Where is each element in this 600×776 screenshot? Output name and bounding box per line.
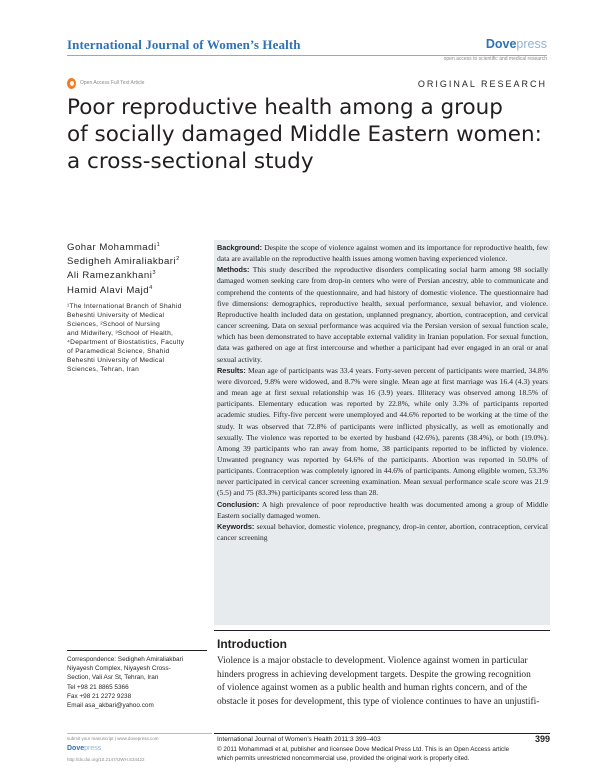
abstract-background: Background: Despite the scope of violence against women and its importance for reproductive health, few data are available on the reproductive health issues among women having experienced violence. xyxy=(217,243,548,264)
author: Sedigheh Amiraliakbari$^2$ xyxy=(67,256,180,268)
dove-main: Dove xyxy=(485,37,517,51)
article-type: ORIGINAL RESEARCH xyxy=(417,79,547,89)
abstract-conclusion: Conclusion: A high prevalence of poor reproductive health was documented among a group of Middle Eastern socially damaged women. xyxy=(217,499,548,520)
open-access-icon xyxy=(67,78,76,89)
abstract-methods: Methods: This study described the reproductive disorders complicating social harm among 98 socially damaged women seeking care from drop-in centers who were of Persian ancestry, able to communicate and comprehend the contents of the questionnaire, and had history of domestic violence. The questionnaire had five dimensions: demographics, reproductive health, sexual performance, sexual behavior, and violence. Reproductive health included data on gestation, unplanned pregnancy, abortion, contraception, and cervical cancer screening. Data on sexual performance was acquired via the Persian version of sexual function scale, which has been demonstrated to have acceptable external validity in Iranian population. For sexual function, data was gathered on age at first intercourse and whether a participant had ever engaged in an oral or anal sexual activity. xyxy=(217,265,548,364)
author: Ali Ramezankhani$^3$ xyxy=(67,270,157,282)
author: Gohar Mohammadi$^1$ xyxy=(67,241,161,253)
dovepress-logo[interactable] xyxy=(486,37,547,51)
author: Hamid Alavi Majd$^4$ xyxy=(67,284,153,296)
author-list xyxy=(67,241,180,298)
affiliations: ¹The International Branch of Shahid Beheshti University of Medical Sciences, ²School of Nursing and Midwifery, ³School of Health, ⁴Department of Biostatistics, Faculty of Paramedical Science, Shahid Beheshti University of Medical Sciences, Tehran, Iran xyxy=(67,303,185,373)
footer-rule-right xyxy=(214,733,550,734)
abstract-keywords: Keywords: sexual behavior, domestic violence, pregnancy, drop-in center, abortion, contraception, cervical cancer screening xyxy=(217,521,548,543)
intro-rule xyxy=(214,630,550,631)
correspondence: Correspondence: Sedigheh Amiraliakbari Niyayesh Complex, Niyayesh Cross- Section, Vali Asr St, Tehran, Iran Tel +98 21 8865 5366 Fax +98 21 2272 9238 Email asa_akbari@yahoo.com xyxy=(67,655,212,710)
title-line: of socially damaged Middle Eastern women: xyxy=(67,122,542,147)
title-line: a cross-sectional study xyxy=(67,149,314,174)
abstract-results: Results: Mean age of participants was 33.4 years. Forty-seven percent of participants were married, 34.8% were divorced, 9.8% were widowed, and 8.7% were single. Mean age at first marriage was 16.4 (4.3) years and mean age at first sexual relationship was 16 (3.9) years. Illiteracy was observed among 18.5% of participants. Elementary education was reported by 22.8%, while only 3.3% of participants reported academic studies. Fifty-five percent were unemployed and 44.6% reported to be working at the time of the study. It was observed that 72.8% of participants were inflicted physically, as well as emotionally and sexually. The violence was reported to be exerted by husband (42.6%), parents (38.4%), or both (19.0%). Among 39 participants who ran away from home, 38 participants reported to be inflicted by violence. Unwanted pregnancy was reported by 64.6% of the participants. Abortion was reported in 50.0% of participants. Contraception was completely ignored in 44.6% of participants. Among eligible women, 53.3% never participated in cervical cancer screening examination. Mean sexual performance scale score was 21.9 (5.5) and 75 (83.3%) participants scored less than 28. xyxy=(217,365,548,498)
dove-press: press xyxy=(516,37,547,51)
intro-body: Violence is a major obstacle to development. Violence against women in particular hinders progress in achieving development targets. Despite the growing recognition of violence against women as a public health and human rights concern, and of the obstacle it poses for development, this type of violence continues to have an unjustifi- xyxy=(217,656,540,707)
page-number: 399 xyxy=(534,734,550,744)
publisher-tagline: open access to scientific and medical research xyxy=(443,56,547,62)
article-title xyxy=(67,94,542,175)
title-line: Poor reproductive health among a group xyxy=(67,95,503,120)
correspondence-email[interactable]: Email asa_akbari@yahoo.com xyxy=(67,702,154,710)
abstract xyxy=(217,242,548,543)
journal-title: International Journal of Women’s Health xyxy=(67,37,301,52)
footer-rule-left xyxy=(67,733,212,734)
intro-heading: Introduction xyxy=(217,637,287,651)
citation: International Journal of Women’s Health 2011:3 399–403 xyxy=(217,736,381,743)
footer-dovepress-logo[interactable]: Dovepress xyxy=(67,745,102,752)
correspondence-rule xyxy=(67,650,207,651)
license: © 2011 Mohammadi et al, publisher and licensee Dove Medical Press Ltd. This is an Open Access article which permits unrestricted noncommercial use, provided the original work is properly cited. xyxy=(217,746,510,762)
submit-link[interactable]: submit your manuscript | www.dovepress.com xyxy=(67,736,159,741)
doi-link[interactable]: http://dx.doi.org/10.2147/IJWH.S34422 xyxy=(67,757,145,762)
open-access-label: Open Access Full Text Article xyxy=(80,80,145,86)
